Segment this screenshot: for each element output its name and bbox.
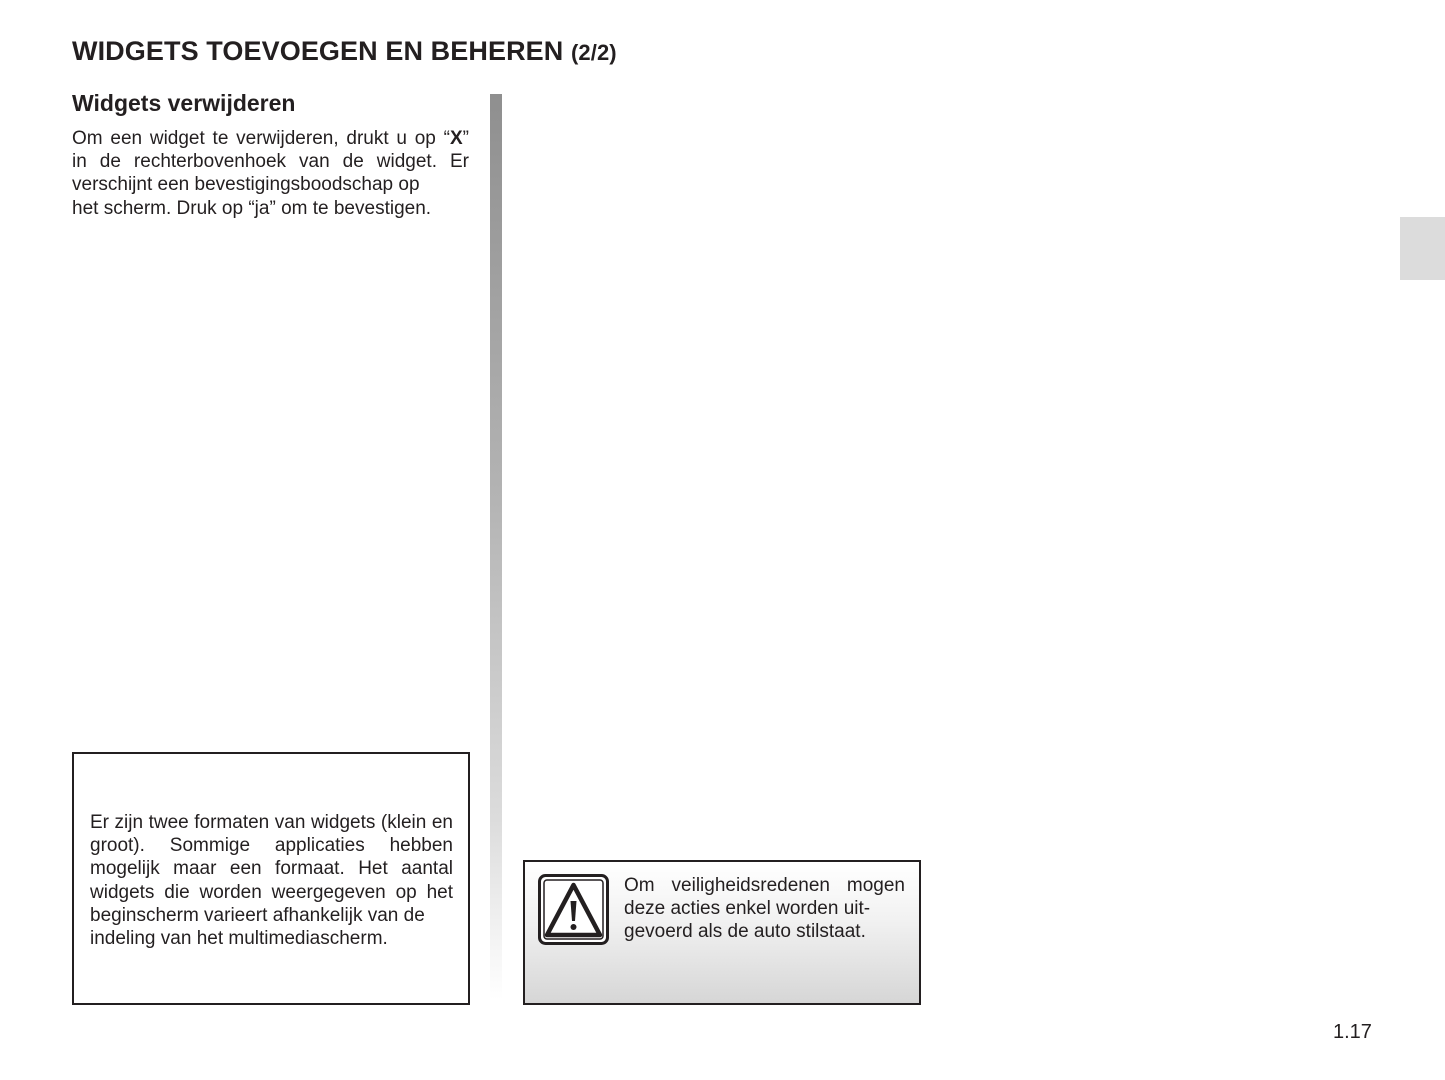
body-text-part1: Om een widget te verwijderen, drukt u op “ [72, 128, 450, 149]
info-box-text: Er zijn twee formaten van widgets (klein en groot). Sommige applicaties hebben mogelijk maar een formaat. Het aantal widgets die worden weergegeven op het beginscherm varieert afhankelijk van de [90, 812, 453, 926]
warning-box [523, 860, 921, 1005]
section-heading: Widgets verwijderen [72, 90, 296, 116]
info-box [72, 752, 470, 1005]
body-text-last-line: het scherm. Druk op “ja” om te bevestigen. [72, 197, 432, 219]
body-text-bold-x: X [449, 128, 463, 149]
page-title-suffix: (2/2) [570, 40, 617, 65]
warning-text-block [624, 874, 905, 944]
warning-text: Om veiligheidsredenen mogen deze acties enkel worden uit- [624, 875, 905, 920]
info-box-text-last-line: indeling van het multimediascherm. [90, 928, 388, 950]
warning-text-last-line: gevoerd als de auto stilstaat. [624, 921, 866, 943]
info-box-text-block [90, 811, 453, 950]
warning-triangle-icon [538, 874, 609, 945]
chapter-side-tab [1400, 217, 1445, 280]
body-text-part2: ” in de rechterbovenhoek van de widget. Er verschijnt een bevestigingsboodschap op [72, 128, 469, 196]
page-title-text: WIDGETS TOEVOEGEN EN BEHEREN [72, 36, 564, 66]
body-paragraph [72, 127, 469, 220]
page-title [72, 36, 617, 67]
column-divider [490, 94, 502, 1000]
page-number: 1.17 [1333, 1021, 1372, 1043]
